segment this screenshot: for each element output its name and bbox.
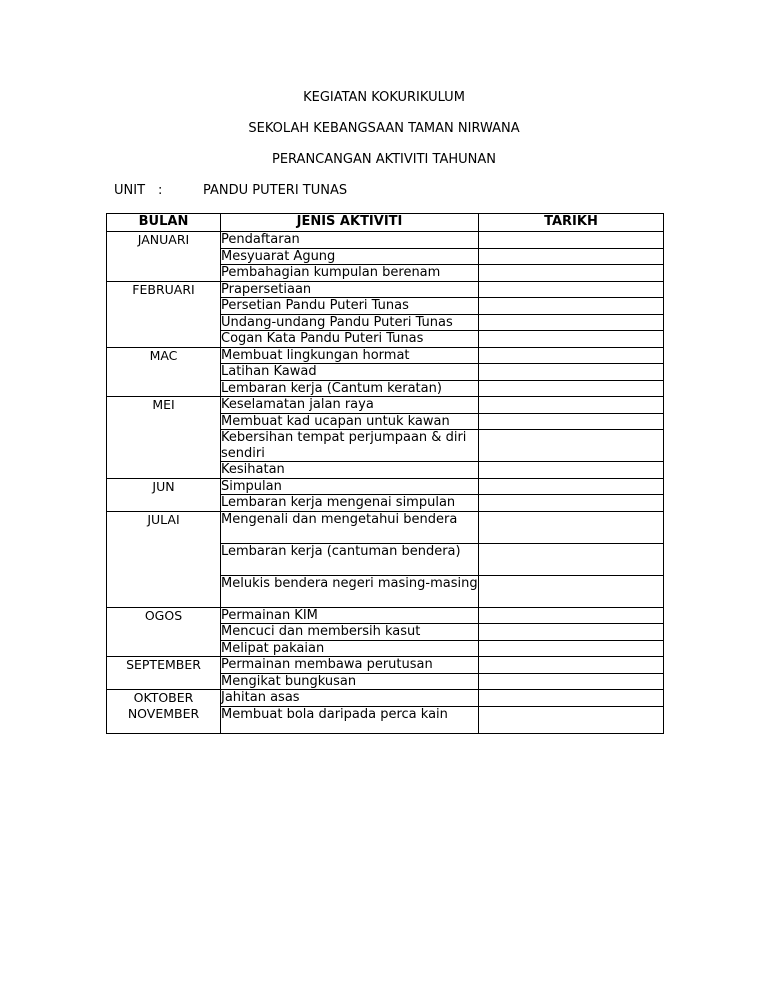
month-cell: JUN [107, 478, 221, 511]
activity-cell: Membuat lingkungan hormat [221, 347, 479, 364]
activity-cell: Lembaran kerja (cantuman bendera) [221, 543, 479, 575]
date-cell [479, 478, 664, 495]
activity-cell: Persetian Pandu Puteri Tunas [221, 298, 479, 315]
month-november: NOVEMBER [127, 706, 200, 721]
month-cell: JANUARI [107, 232, 221, 282]
table-header-row [107, 214, 664, 232]
table-row [107, 347, 664, 364]
date-cell [479, 575, 664, 607]
date-cell [479, 248, 664, 265]
activity-cell: Undang-undang Pandu Puteri Tunas [221, 314, 479, 331]
activity-cell: Membuat bola daripada perca kain [221, 706, 479, 733]
header-bulan: BULAN [107, 214, 221, 232]
month-cell: OGOS [107, 607, 221, 657]
activity-cell: Pembahagian kumpulan berenam [221, 265, 479, 282]
table-row [107, 478, 664, 495]
table-row [107, 397, 664, 414]
header-jenis-aktiviti: JENIS AKTIVITI [221, 214, 479, 232]
activity-cell: Cogan Kata Pandu Puteri Tunas [221, 331, 479, 348]
table-row [107, 281, 664, 298]
date-cell [479, 657, 664, 674]
unit-colon: : [158, 183, 163, 198]
activity-cell: Kebersihan tempat perjumpaan & diri sendiri [221, 430, 479, 462]
month-cell: MEI [107, 397, 221, 479]
activity-cell: Lembaran kerja mengenai simpulan [221, 495, 479, 512]
activity-cell: Permainan KIM [221, 607, 479, 624]
plan-title: PERANCANGAN AKTIVITI TAHUNAN [272, 152, 496, 167]
activity-cell: Melukis bendera negeri masing-masing [221, 575, 479, 607]
date-cell [479, 673, 664, 690]
activity-cell: Simpulan [221, 478, 479, 495]
month-cell: JULAI [107, 511, 221, 607]
month-cell: MAC [107, 347, 221, 397]
activity-cell: Latihan Kawad [221, 364, 479, 381]
date-cell [479, 706, 664, 733]
activity-cell: Membuat kad ucapan untuk kawan [221, 413, 479, 430]
date-cell [479, 347, 664, 364]
month-cell: SEPTEMBER [107, 657, 221, 690]
date-cell [479, 298, 664, 315]
document-title: KEGIATAN KOKURIKULUM [303, 90, 465, 105]
activity-table [106, 213, 664, 734]
date-cell [479, 413, 664, 430]
activity-cell: Mencuci dan membersih kasut [221, 624, 479, 641]
activity-cell: Prapersetiaan [221, 281, 479, 298]
date-cell [479, 624, 664, 641]
activity-cell: Mengenali dan mengetahui bendera [221, 511, 479, 543]
activity-cell: Melipat pakaian [221, 640, 479, 657]
date-cell [479, 511, 664, 543]
month-cell [107, 690, 221, 734]
date-cell [479, 364, 664, 381]
date-cell [479, 640, 664, 657]
date-cell [479, 314, 664, 331]
date-cell [479, 265, 664, 282]
activity-cell: Mesyuarat Agung [221, 248, 479, 265]
table-row [107, 232, 664, 249]
header-tarikh: TARIKH [479, 214, 664, 232]
table-row [107, 511, 664, 543]
date-cell [479, 690, 664, 707]
date-cell [479, 543, 664, 575]
activity-cell: Jahitan asas [221, 690, 479, 707]
table-row [107, 607, 664, 624]
month-cell: FEBRUARI [107, 281, 221, 347]
date-cell [479, 380, 664, 397]
date-cell [479, 331, 664, 348]
date-cell [479, 462, 664, 479]
date-cell [479, 495, 664, 512]
date-cell [479, 397, 664, 414]
activity-cell: Permainan membawa perutusan [221, 657, 479, 674]
unit-value: PANDU PUTERI TUNAS [203, 183, 348, 198]
activity-cell: Mengikat bungkusan [221, 673, 479, 690]
month-oktober: OKTOBER [133, 690, 194, 705]
table-row [107, 690, 664, 707]
date-cell [479, 232, 664, 249]
activity-cell: Kesihatan [221, 462, 479, 479]
activity-cell: Lembaran kerja (Cantum keratan) [221, 380, 479, 397]
activity-cell: Keselamatan jalan raya [221, 397, 479, 414]
date-cell [479, 607, 664, 624]
school-name: SEKOLAH KEBANGSAAN TAMAN NIRWANA [248, 121, 520, 136]
table-row [107, 657, 664, 674]
unit-label: UNIT [114, 183, 146, 198]
activity-cell: Pendaftaran [221, 232, 479, 249]
date-cell [479, 430, 664, 462]
date-cell [479, 281, 664, 298]
